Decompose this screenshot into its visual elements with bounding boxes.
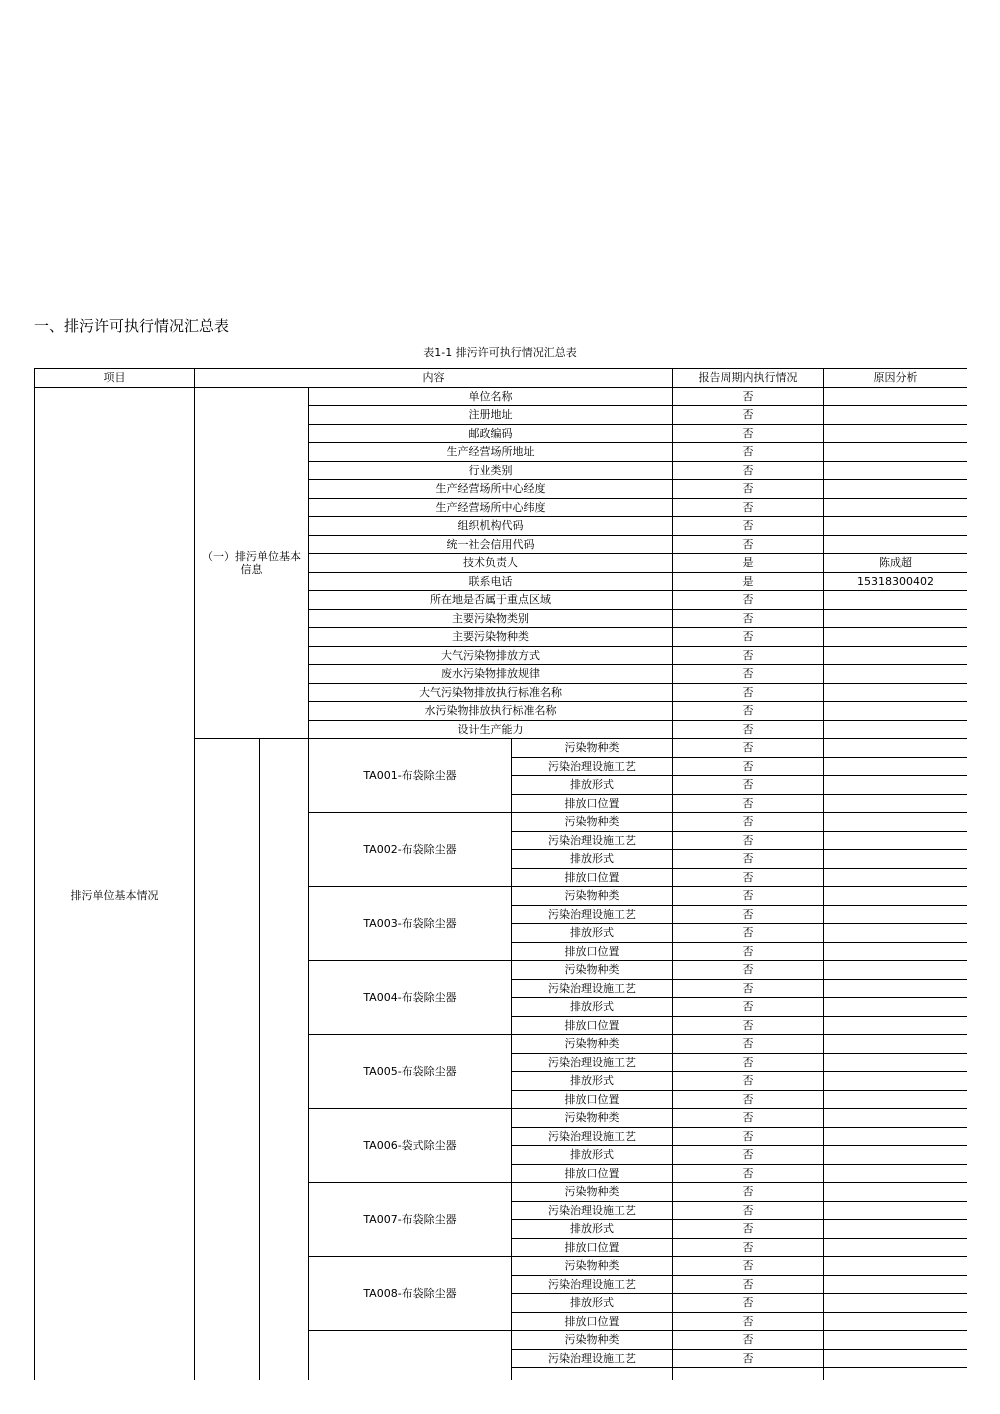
status-cell: 否 xyxy=(673,1127,824,1146)
status-cell xyxy=(673,1368,824,1381)
status-cell: 是 xyxy=(673,572,824,591)
basic-info-name: 所在地是否属于重点区域 xyxy=(309,591,673,610)
basic-info-name: 邮政编码 xyxy=(309,424,673,443)
status-cell: 否 xyxy=(673,591,824,610)
reason-cell xyxy=(824,665,968,684)
facility-item-label: 污染治理设施工艺 xyxy=(512,757,673,776)
facility-item-label: 排放口位置 xyxy=(512,1238,673,1257)
status-cell: 否 xyxy=(673,1053,824,1072)
facility-item-label: 污染治理设施工艺 xyxy=(512,831,673,850)
header-row xyxy=(35,369,968,388)
facility-item-label: 排放口位置 xyxy=(512,1016,673,1035)
status-cell: 否 xyxy=(673,1072,824,1091)
header-item: 项目 xyxy=(35,369,195,388)
reason-cell: 15318300402 xyxy=(824,572,968,591)
reason-cell xyxy=(824,1146,968,1165)
summary-table-wrapper xyxy=(34,368,967,1380)
facility-name: TA006-袋式除尘器 xyxy=(309,1109,512,1183)
reason-cell xyxy=(824,628,968,647)
status-cell: 否 xyxy=(673,1016,824,1035)
basic-info-name: 生产经营场所中心经度 xyxy=(309,480,673,499)
facility-item-label: 污染物种类 xyxy=(512,1331,673,1350)
reason-cell xyxy=(824,461,968,480)
reason-cell xyxy=(824,1072,968,1091)
facility-name: TA005-布袋除尘器 xyxy=(309,1035,512,1109)
reason-cell xyxy=(824,1183,968,1202)
status-cell: 否 xyxy=(673,979,824,998)
status-cell: 否 xyxy=(673,1183,824,1202)
reason-cell xyxy=(824,905,968,924)
reason-cell xyxy=(824,998,968,1017)
basic-info-name: 技术负责人 xyxy=(309,554,673,573)
reason-cell xyxy=(824,850,968,869)
status-cell: 否 xyxy=(673,480,824,499)
reason-cell xyxy=(824,1349,968,1368)
facility-item-label: 排放形式 xyxy=(512,1220,673,1239)
basic-info-label: （一）排污单位基本信息 xyxy=(195,387,309,739)
status-cell: 否 xyxy=(673,387,824,406)
status-cell: 否 xyxy=(673,1294,824,1313)
reason-cell xyxy=(824,443,968,462)
facility-item-label: 排放形式 xyxy=(512,850,673,869)
facility-item-label: 污染治理设施工艺 xyxy=(512,979,673,998)
reason-cell xyxy=(824,609,968,628)
facility-item-label: 排放口位置 xyxy=(512,868,673,887)
page-heading: 一、排污许可执行情况汇总表 xyxy=(34,317,230,335)
reason-cell xyxy=(824,1053,968,1072)
header-content: 内容 xyxy=(195,369,673,388)
table-row xyxy=(35,387,968,406)
status-cell: 否 xyxy=(673,794,824,813)
reason-cell xyxy=(824,720,968,739)
status-cell: 否 xyxy=(673,942,824,961)
facility-name: TA003-布袋除尘器 xyxy=(309,887,512,961)
basic-info-name: 设计生产能力 xyxy=(309,720,673,739)
facility-item-label: 排放形式 xyxy=(512,998,673,1017)
status-cell: 否 xyxy=(673,609,824,628)
status-cell: 否 xyxy=(673,905,824,924)
facility-item-label: 污染治理设施工艺 xyxy=(512,1275,673,1294)
basic-info-name: 主要污染物类别 xyxy=(309,609,673,628)
reason-cell xyxy=(824,1090,968,1109)
status-cell: 否 xyxy=(673,424,824,443)
reason-cell xyxy=(824,1275,968,1294)
facility-name: TA008-布袋除尘器 xyxy=(309,1257,512,1331)
reason-cell xyxy=(824,942,968,961)
reason-cell xyxy=(824,739,968,758)
status-cell: 否 xyxy=(673,1109,824,1128)
header-reason: 原因分析 xyxy=(824,369,968,388)
basic-info-name: 联系电话 xyxy=(309,572,673,591)
status-cell: 否 xyxy=(673,1164,824,1183)
status-cell: 否 xyxy=(673,1201,824,1220)
status-cell: 否 xyxy=(673,1220,824,1239)
reason-cell xyxy=(824,1016,968,1035)
status-cell: 否 xyxy=(673,961,824,980)
basic-info-name: 生产经营场所地址 xyxy=(309,443,673,462)
status-cell: 否 xyxy=(673,998,824,1017)
reason-cell xyxy=(824,757,968,776)
header-status: 报告周期内执行情况 xyxy=(673,369,824,388)
status-cell: 否 xyxy=(673,813,824,832)
status-cell: 否 xyxy=(673,739,824,758)
facility-item-label: 排放口位置 xyxy=(512,1312,673,1331)
facility-item-label: 污染物种类 xyxy=(512,961,673,980)
facility-name: TA004-布袋除尘器 xyxy=(309,961,512,1035)
facility-item-label: 排放形式 xyxy=(512,1146,673,1165)
basic-info-name: 单位名称 xyxy=(309,387,673,406)
reason-cell xyxy=(824,535,968,554)
status-cell: 否 xyxy=(673,1238,824,1257)
status-cell: 是 xyxy=(673,554,824,573)
status-cell: 否 xyxy=(673,757,824,776)
reason-cell xyxy=(824,831,968,850)
basic-info-name: 生产经营场所中心纬度 xyxy=(309,498,673,517)
reason-cell xyxy=(824,1294,968,1313)
facility-name: TA001-布袋除尘器 xyxy=(309,739,512,813)
status-cell: 否 xyxy=(673,1090,824,1109)
status-cell: 否 xyxy=(673,517,824,536)
status-cell: 否 xyxy=(673,850,824,869)
reason-cell xyxy=(824,887,968,906)
reason-cell xyxy=(824,702,968,721)
facility-group-cell xyxy=(195,739,260,1381)
reason-cell xyxy=(824,1201,968,1220)
facility-item-label: 排放形式 xyxy=(512,776,673,795)
status-cell: 否 xyxy=(673,1275,824,1294)
reason-cell xyxy=(824,924,968,943)
facility-item-label: 排放形式 xyxy=(512,1072,673,1091)
basic-info-name: 注册地址 xyxy=(309,406,673,425)
status-cell: 否 xyxy=(673,1312,824,1331)
basic-info-name: 水污染物排放执行标准名称 xyxy=(309,702,673,721)
status-cell: 否 xyxy=(673,665,824,684)
facility-item-label: 污染物种类 xyxy=(512,1035,673,1054)
reason-cell xyxy=(824,794,968,813)
reason-cell xyxy=(824,498,968,517)
facility-item-label: 污染物种类 xyxy=(512,813,673,832)
reason-cell xyxy=(824,646,968,665)
reason-cell xyxy=(824,1164,968,1183)
reason-cell xyxy=(824,1109,968,1128)
facility-item-label: 污染治理设施工艺 xyxy=(512,1201,673,1220)
status-cell: 否 xyxy=(673,535,824,554)
facility-name: TA007-布袋除尘器 xyxy=(309,1183,512,1257)
reason-cell xyxy=(824,1035,968,1054)
status-cell: 否 xyxy=(673,683,824,702)
facility-item-label: 污染物种类 xyxy=(512,739,673,758)
reason-cell xyxy=(824,1312,968,1331)
basic-info-name: 主要污染物种类 xyxy=(309,628,673,647)
reason-cell: 陈成超 xyxy=(824,554,968,573)
status-cell: 否 xyxy=(673,1349,824,1368)
basic-info-name: 大气污染物排放执行标准名称 xyxy=(309,683,673,702)
status-cell: 否 xyxy=(673,720,824,739)
reason-cell xyxy=(824,591,968,610)
status-cell: 否 xyxy=(673,461,824,480)
facility-item-label xyxy=(512,1368,673,1381)
reason-cell xyxy=(824,1331,968,1350)
reason-cell xyxy=(824,1368,968,1381)
status-cell: 否 xyxy=(673,702,824,721)
reason-cell xyxy=(824,979,968,998)
facility-item-label: 污染物种类 xyxy=(512,887,673,906)
facility-item-label: 排放口位置 xyxy=(512,1090,673,1109)
reason-cell xyxy=(824,480,968,499)
status-cell: 否 xyxy=(673,868,824,887)
status-cell: 否 xyxy=(673,1035,824,1054)
basic-info-name: 统一社会信用代码 xyxy=(309,535,673,554)
reason-cell xyxy=(824,776,968,795)
facility-item-label: 污染物种类 xyxy=(512,1109,673,1128)
status-cell: 否 xyxy=(673,776,824,795)
status-cell: 否 xyxy=(673,628,824,647)
status-cell: 否 xyxy=(673,443,824,462)
facility-item-label: 排放口位置 xyxy=(512,942,673,961)
facility-item-label: 污染物种类 xyxy=(512,1257,673,1276)
status-cell: 否 xyxy=(673,887,824,906)
facility-item-label: 排放口位置 xyxy=(512,794,673,813)
reason-cell xyxy=(824,406,968,425)
reason-cell xyxy=(824,683,968,702)
basic-info-name: 行业类别 xyxy=(309,461,673,480)
facility-name xyxy=(309,1331,512,1381)
reason-cell xyxy=(824,387,968,406)
reason-cell xyxy=(824,1238,968,1257)
status-cell: 否 xyxy=(673,831,824,850)
reason-cell xyxy=(824,1127,968,1146)
facility-item-label: 污染治理设施工艺 xyxy=(512,905,673,924)
reason-cell xyxy=(824,961,968,980)
basic-info-name: 大气污染物排放方式 xyxy=(309,646,673,665)
status-cell: 否 xyxy=(673,406,824,425)
reason-cell xyxy=(824,424,968,443)
summary-table xyxy=(34,368,967,1380)
status-cell: 否 xyxy=(673,1331,824,1350)
basic-info-name: 组织机构代码 xyxy=(309,517,673,536)
facility-item-label: 排放形式 xyxy=(512,1294,673,1313)
reason-cell xyxy=(824,813,968,832)
reason-cell xyxy=(824,868,968,887)
facility-item-label: 排放口位置 xyxy=(512,1164,673,1183)
reason-cell xyxy=(824,1220,968,1239)
status-cell: 否 xyxy=(673,646,824,665)
basic-info-name: 废水污染物排放规律 xyxy=(309,665,673,684)
facility-name: TA002-布袋除尘器 xyxy=(309,813,512,887)
table-caption: 表1-1 排污许可执行情况汇总表 xyxy=(423,346,577,359)
facility-item-label: 污染物种类 xyxy=(512,1183,673,1202)
status-cell: 否 xyxy=(673,1146,824,1165)
reason-cell xyxy=(824,517,968,536)
status-cell: 否 xyxy=(673,924,824,943)
section-label: 排污单位基本情况 xyxy=(35,387,195,1380)
facility-item-label: 污染治理设施工艺 xyxy=(512,1127,673,1146)
reason-cell xyxy=(824,1257,968,1276)
facility-item-label: 污染治理设施工艺 xyxy=(512,1349,673,1368)
status-cell: 否 xyxy=(673,498,824,517)
facility-item-label: 污染治理设施工艺 xyxy=(512,1053,673,1072)
status-cell: 否 xyxy=(673,1257,824,1276)
facility-subgroup-cell xyxy=(260,739,309,1381)
facility-item-label: 排放形式 xyxy=(512,924,673,943)
